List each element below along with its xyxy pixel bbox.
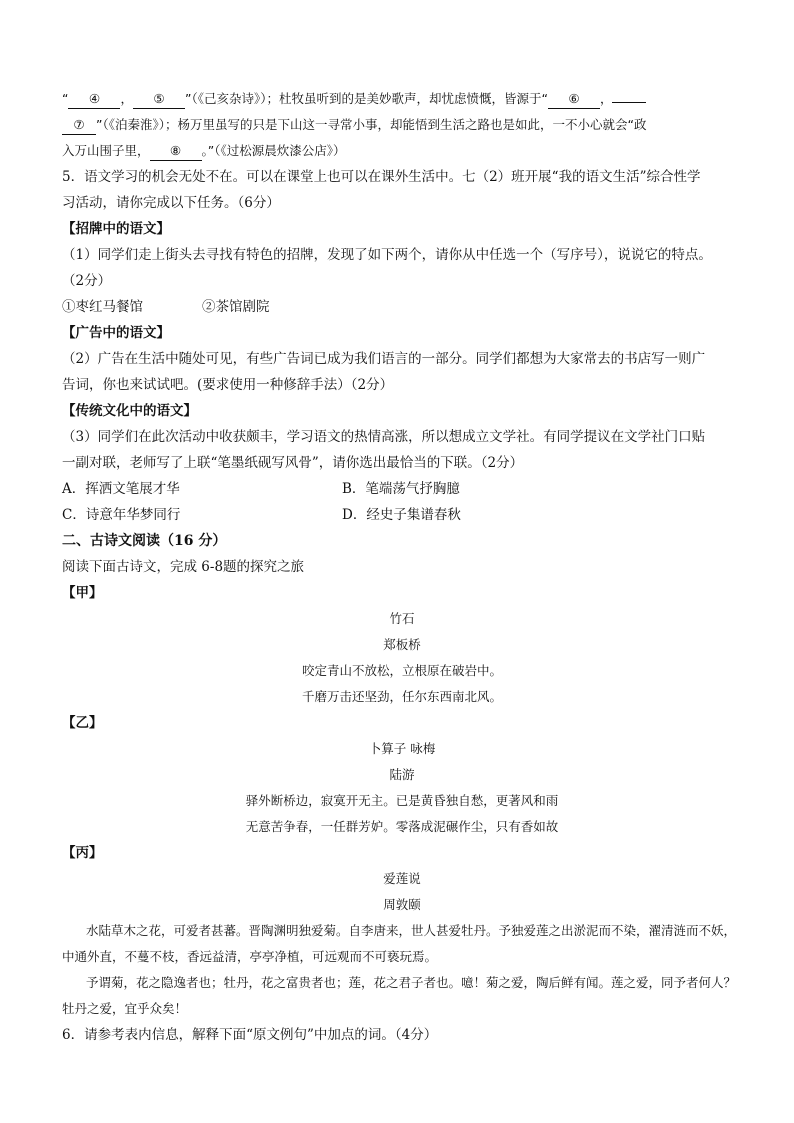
text: ， [120,91,133,106]
q5-intro-2: 习活动，请你完成以下任务。（6分） [62,195,280,211]
poem-jia-title: 竹石 [389,611,415,626]
q5-heading-signs: 【招牌中的语文】 [62,221,170,237]
q5-part1-b: （2分） [62,273,112,289]
section-2-intro: 阅读下面古诗文，完成 6-8题的探究之旅 [62,559,305,575]
poem-jia-label: 【甲】 [62,585,103,601]
option-b[interactable]: B．笔端荡气抒胸臆 [342,481,460,497]
q4-line-2 [62,112,742,138]
q5-signs [62,294,742,320]
q4-line-1 [62,86,742,112]
prose-bing-title: 爱莲说 [383,871,421,886]
answer-blank-4[interactable]: ④ [68,90,120,109]
text: “ [62,91,69,106]
poem-yi-line-2: 无意苦争春，一任群芳妒。零落成泥碾作尘，只有香如故 [245,819,559,834]
q5-options-row-2 [62,502,742,528]
text: ， [599,91,613,106]
option-c[interactable]: C．诗意年华梦同行 [62,507,181,523]
poem-jia-author: 郑板桥 [383,637,421,652]
q5-intro-1: 5．语文学习的机会无处不在。可以在课堂上也可以在课外生活中。七（2）班开展“我的语文生活”综合性学 [62,169,701,185]
answer-blank-7-start[interactable] [612,102,646,103]
section-2-title: 二、古诗文阅读（16 分） [62,533,227,549]
poem-yi-line-1: 驿外断桥边，寂寞开无主。已是黄昏独自愁，更著风和雨 [245,793,559,808]
answer-blank-5[interactable]: ⑤ [133,90,185,109]
answer-blank-8[interactable]: ⑧ [150,142,202,161]
q5-heading-ads: 【广告中的语文】 [62,325,170,341]
q5-part2-b: 告词，你也来试试吧。(要求使用一种修辞手法）（2分） [62,377,394,393]
text: 入万山围子里， [62,143,150,158]
prose-bing-paragraph-2: 予谓菊，花之隐逸者也；牡丹，花之富贵者也；莲，花之君子者也。噫！菊之爱，陶后鲜有闻。莲之爱，同予者何人？牡丹之爱，宜乎众矣！ [62,975,737,1016]
q6-prompt: 6．请参考表内信息，解释下面“原文例句”中加点的词。（4分） [62,1027,438,1043]
text: ”（《泊秦淮》）；杨万里虽写的只是下山这一寻常小事，却能悟到生活之路也是如此，一不小心就会“政 [96,117,647,132]
poem-jia-line-1: 咬定青山不放松，立根原在破岩中。 [301,663,502,678]
text: ”（《己亥杂诗》）；杜牧虽听到的是美妙歌声，却忧虑愤慨，皆源于“ [185,91,548,106]
option-a[interactable]: A．挥洒文笔展才华 [62,481,180,497]
q5-heading-culture: 【传统文化中的语文】 [62,403,197,419]
answer-blank-7[interactable]: ⑦ [62,116,96,135]
poem-yi-title: 卜算子 咏梅 [368,741,436,756]
option-d[interactable]: D．经史子集谱春秋 [342,507,461,523]
prose-bing-paragraph-1: 水陆草木之花，可爱者甚蕃。晋陶渊明独爱菊。自李唐来，世人甚爱牡丹。予独爱莲之出淤泥而不染，濯清涟而不妖，中通外直，不蔓不枝，香远益清，亭亭净植，可远观而不可亵玩焉。 [62,923,737,964]
poem-yi-label: 【乙】 [62,715,103,731]
q5-part2-a: （2）广告在生活中随处可见，有些广告词已成为我们语言的一部分。同学们都想为大家常去的书店写一则广 [62,351,706,367]
poem-jia-line-2: 千磨万击还坚劲，任尔东西南北风。 [301,689,502,704]
q5-options-row-1 [62,476,742,502]
sign-2: ②茶馆剧院 [202,299,270,315]
answer-blank-6[interactable]: ⑥ [548,90,600,109]
sign-1: ①枣红马餐馆 [62,299,143,315]
prose-bing-label: 【丙】 [62,845,103,861]
q4-line-3 [62,138,742,164]
q5-part1-a: （1）同学们走上街头去寻找有特色的招牌，发现了如下两个，请你从中任选一个（写序号），说说它的特点。 [62,247,712,263]
q5-part3-a: （3）同学们在此次活动中收获颇丰，学习语文的热情高涨，所以想成立文学社。有同学提议在文学社门口贴 [62,429,706,445]
prose-bing-author: 周敦颐 [383,897,421,912]
poem-yi-author: 陆游 [389,767,415,782]
q5-part3-b: 一副对联，老师写了上联“笔墨纸砚写风骨”，请你选出最恰当的下联。（2分） [62,455,524,471]
exam-page [62,86,742,1048]
text: 。”（《过松源晨炊漆公店》） [201,143,346,158]
